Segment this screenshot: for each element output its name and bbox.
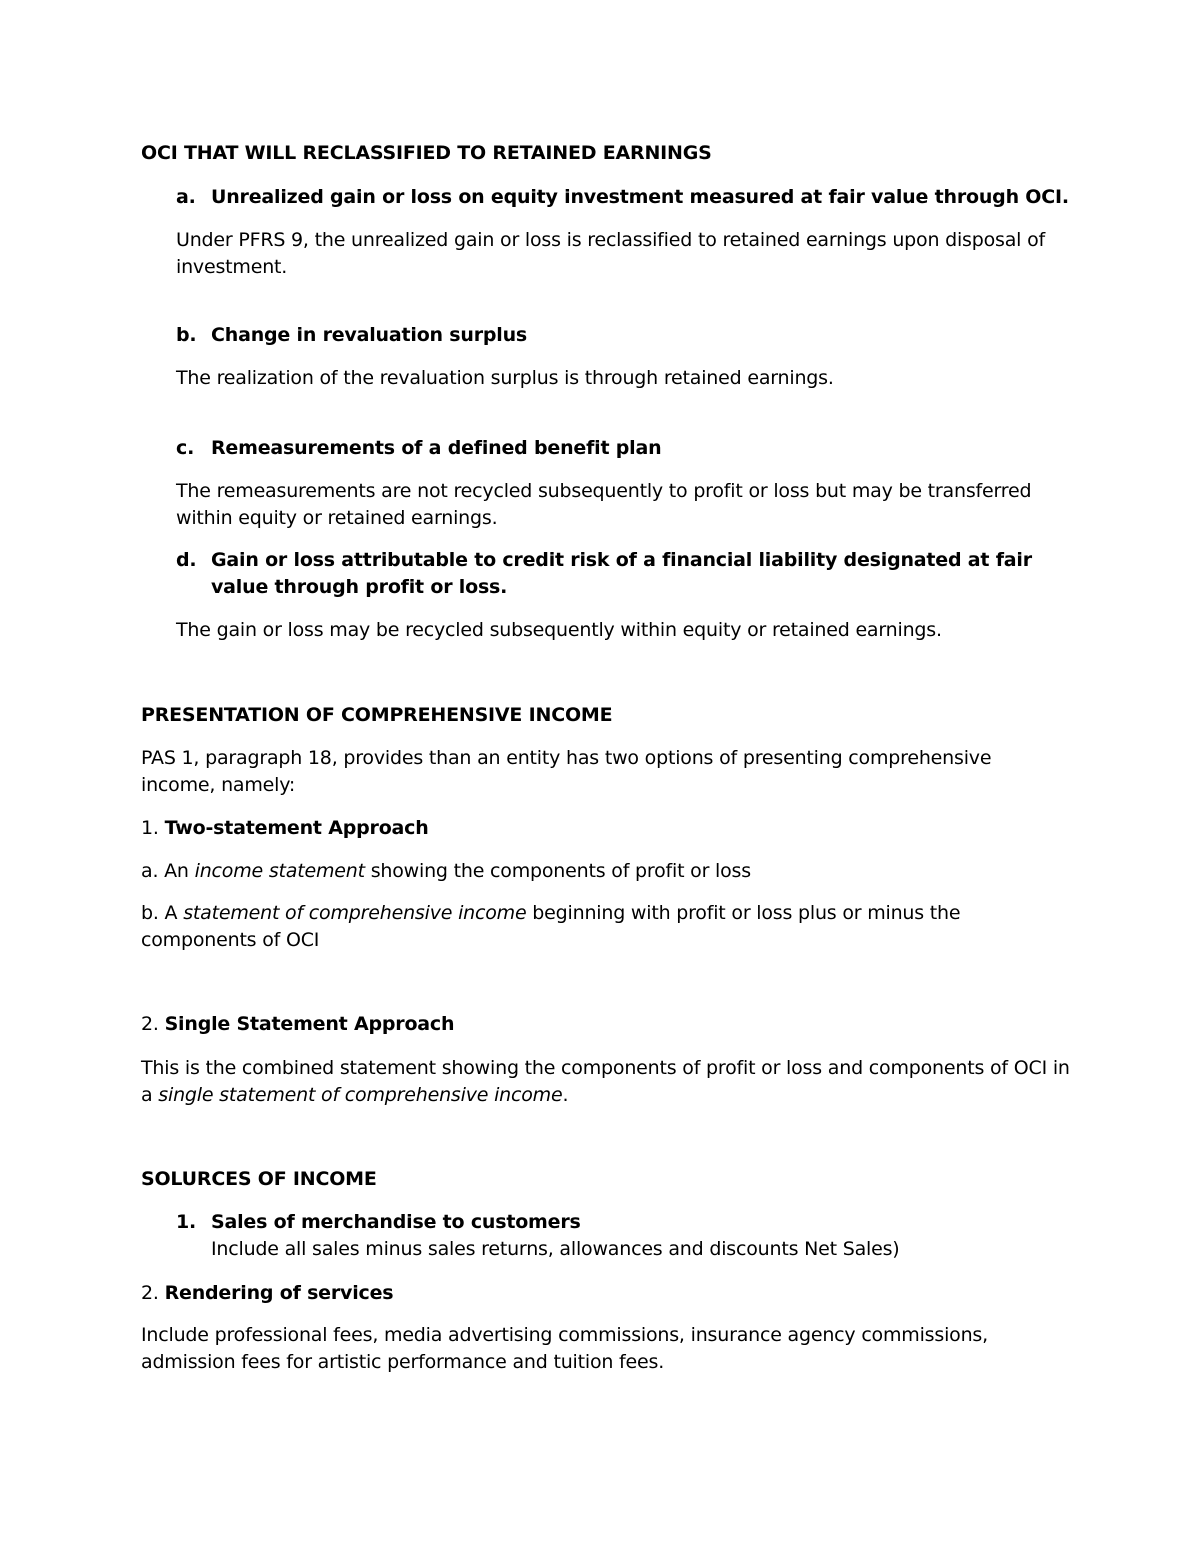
text-run: showing the components of profit or loss: [364, 860, 751, 882]
list-item-label: c.: [176, 437, 195, 459]
list-item-label: a.: [176, 186, 196, 208]
approach-heading: [141, 1011, 1071, 1038]
section-heading: OCI THAT WILL RECLASSIFIED TO RETAINED EARNINGS: [141, 142, 712, 164]
list-item-title: Change in revaluation surplus: [211, 324, 528, 346]
paragraph: [141, 1055, 1071, 1109]
list-item-body: The gain or loss may be recycled subsequently within equity or retained earnings.: [176, 619, 942, 641]
approach-number: 1.: [141, 817, 159, 839]
paragraph: [141, 900, 1071, 954]
list-item-body: Include all sales minus sales returns, allowances and discounts Net Sales): [211, 1238, 900, 1260]
list-item-title: Unrealized gain or loss on equity investment measured at fair value through OCI.: [211, 186, 1069, 208]
approach-heading: [141, 1280, 1071, 1307]
emphasis: statement of comprehensive income: [183, 902, 527, 924]
section-heading: PRESENTATION OF COMPREHENSIVE INCOME: [141, 704, 613, 726]
paragraph: PAS 1, paragraph 18, provides than an entity has two options of presenting comprehensive income, namely:: [141, 747, 992, 796]
emphasis: income statement: [194, 860, 365, 882]
text-run: beginning with profit or loss plus or minus the components of OCI: [141, 902, 961, 951]
item-title: Rendering of services: [164, 1282, 394, 1304]
list-item-title: Remeasurements of a defined benefit plan: [211, 437, 662, 459]
list-item-body: Under PFRS 9, the unrealized gain or loss is reclassified to retained earnings upon disposal of investment.: [176, 229, 1046, 278]
text-run: .: [562, 1084, 569, 1106]
list-item-title: Sales of merchandise to customers: [211, 1211, 581, 1233]
section-heading: SOLURCES OF INCOME: [141, 1168, 377, 1190]
list-item-label: d.: [176, 549, 197, 571]
emphasis: single statement of comprehensive income: [158, 1084, 563, 1106]
list-item-title: Gain or loss attributable to credit risk of a financial liability designated at fair value through profit or loss.: [211, 549, 1032, 598]
approach-title: Single Statement Approach: [164, 1013, 455, 1035]
approach-heading: [141, 815, 1071, 842]
list-item-body: The remeasurements are not recycled subsequently to profit or loss but may be transferred within equity or retained earnings.: [176, 480, 1032, 529]
approach-title: Two-statement Approach: [164, 817, 429, 839]
approach-number: 2.: [141, 1013, 159, 1035]
text-run: a. An: [141, 860, 195, 882]
paragraph: [141, 858, 1071, 885]
text-run: b. A: [141, 902, 184, 924]
text-run: This is the combined statement showing the components of profit or loss and components of OCI in a: [141, 1057, 1070, 1106]
list-item-label: 1.: [176, 1211, 197, 1233]
list-item-body: The realization of the revaluation surplus is through retained earnings.: [176, 367, 834, 389]
paragraph: Include professional fees, media advertising commissions, insurance agency commissions, admission fees for artistic performance and tuition fees.: [141, 1324, 988, 1373]
list-item-label: b.: [176, 324, 197, 346]
item-number: 2.: [141, 1282, 159, 1304]
